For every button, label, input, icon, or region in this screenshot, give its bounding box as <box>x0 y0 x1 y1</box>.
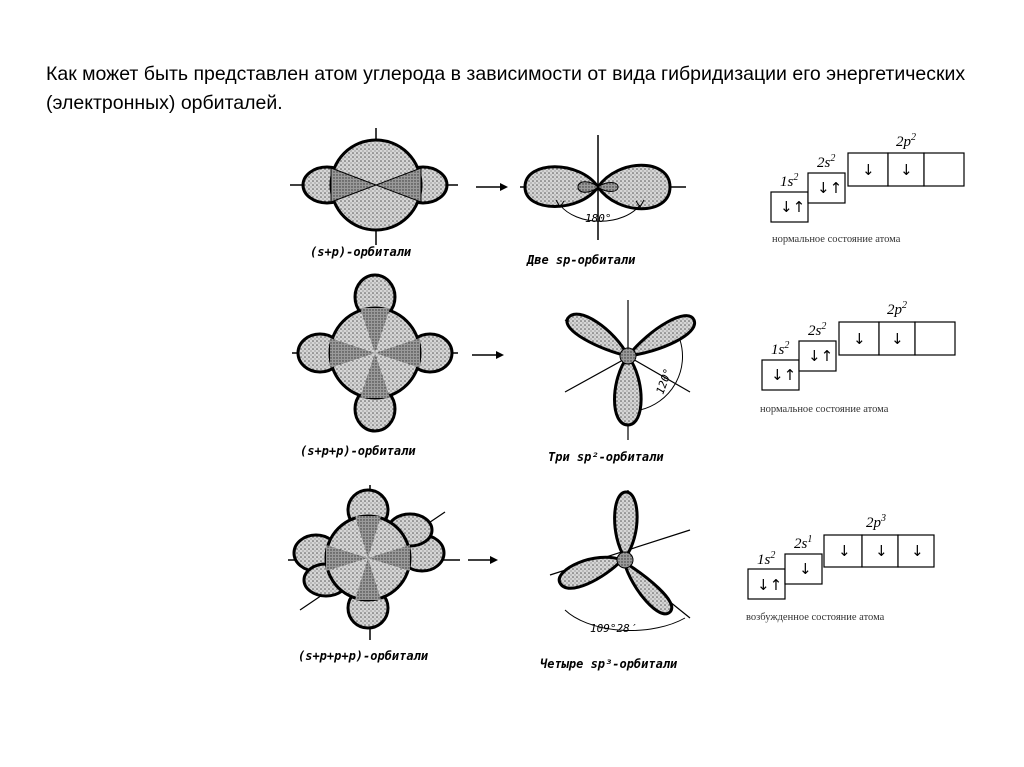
r1-cell-1s: ↓↑ <box>780 198 806 216</box>
row2-arrow <box>472 351 504 359</box>
row1-angle-label: 180° <box>585 212 612 225</box>
r3-state-text: возбужденное состояние атома <box>746 612 885 623</box>
row2-three-sp2-orbitals <box>565 300 695 440</box>
r3-cell-2p-2: ↓ <box>875 542 888 560</box>
r3-cell-2p-1: ↓ <box>838 542 851 560</box>
row3-left-caption: (s+p+p+p)-орбитали <box>298 649 429 663</box>
r1-cell-2p-1: ↓ <box>862 161 875 179</box>
row1-right-caption: Две sp-орбитали <box>527 253 636 267</box>
r1-label-2p: $2p^2$ <box>896 132 916 150</box>
r2-cell-2s: ↓↑ <box>808 347 834 365</box>
r2-cell-2p-1: ↓ <box>853 330 866 348</box>
r3-label-1s: $1s^2$ <box>757 550 776 568</box>
r3-label-2s: $2s^1$ <box>794 534 813 552</box>
r3-label-2p: $2p^3$ <box>866 513 886 531</box>
row3-sppp-orbitals-left <box>288 485 460 640</box>
slide-title: Как может быть представлен атом углерода в зависимости от вида гибридизации его энергетических (электронных) орбиталей. <box>46 63 966 114</box>
r3-cell-2s: ↓ <box>799 560 812 578</box>
r3-cell-2p-3: ↓ <box>911 542 924 560</box>
r1-label-2s: $2s^2$ <box>817 153 836 171</box>
row3-arrow <box>468 556 498 564</box>
r1-state-text: нормальное состояние атома <box>772 234 901 245</box>
row2-left-caption: (s+p+p)-орбитали <box>300 444 416 458</box>
row1-arrow <box>476 183 508 191</box>
r1-label-1s: $1s^2$ <box>780 172 799 190</box>
r2-label-1s: $1s^2$ <box>771 340 790 358</box>
r2-cell-1s: ↓↑ <box>771 366 797 384</box>
r3-cell-1s: ↓↑ <box>757 576 783 594</box>
row2-spp-orbitals-left <box>292 275 458 432</box>
row3-angle-label: 109°28′ <box>590 622 637 635</box>
r1-cell-2s: ↓↑ <box>817 179 843 197</box>
r1-cell-2p-2: ↓ <box>900 161 913 179</box>
row1-left-caption: (s+p)-орбитали <box>310 245 412 259</box>
r2-label-2s: $2s^2$ <box>808 321 827 339</box>
r2-state-text: нормальное состояние атома <box>760 404 889 415</box>
row2-right-caption: Три sp²-орбитали <box>548 450 664 464</box>
r2-cell-2p-2: ↓ <box>891 330 904 348</box>
row3-right-caption: Четыре sp³-орбитали <box>540 657 678 671</box>
row1-sp-orbitals-left <box>290 128 458 245</box>
r2-label-2p: $2p^2$ <box>887 300 907 318</box>
row3-four-sp3-orbitals <box>550 490 690 631</box>
row2-angle-label: 120° <box>653 366 675 397</box>
